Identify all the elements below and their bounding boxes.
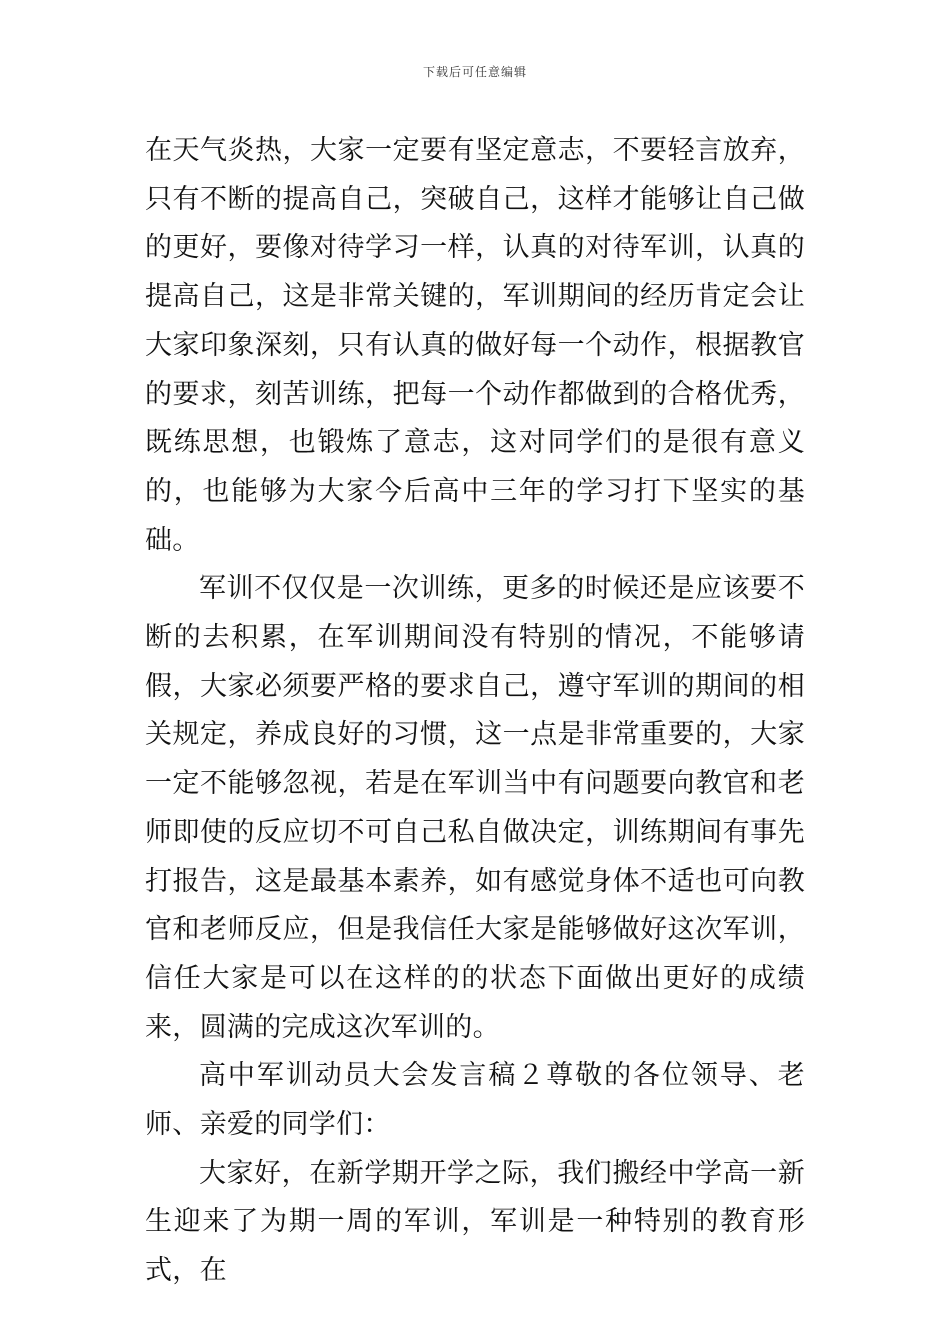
page-header: 下载后可任意编辑 [422, 65, 527, 79]
paragraph: 在天气炎热，大家一定要有坚定意志，不要轻言放弃，只有不断的提高自己，突破自己，这样才能够让自己做的更好，要像对待学习一样，认真的对待军训，认真的提高自己，这是非常关键的，军训期间的经历肯定会让大家印象深刻，只有认真的做好每一个动作，根据教官的要求，刻苦训练，把每一个动作都做到的合格优秀，既练思想，也锻炼了意志，这对同学们的是很有意义的，也能够为大家今后高中三年的学习打下坚实的基础。 [145, 135, 805, 556]
paragraph: 军训不仅仅是一次训练，更多的时候还是应该要不断的去积累，在军训期间没有特别的情况，不能够请假，大家必须要严格的要求自己，遵守军训的期间的相关规定，养成良好的习惯，这一点是非常重要的，大家一定不能够忽视，若是在军训当中有问题要向教官和老师即使的反应切不可自己私自做决定，训练期间有事先打报告，这是最基本素养，如有感觉身体不适也可向教官和老师反应，但是我信任大家是能够做好这次军训，信任大家是可以在这样的的状态下面做出更好的成绩来，圆满的完成这次军训的。 [145, 573, 805, 1043]
document-body [145, 127, 805, 1296]
paragraph-heading: 高中军训动员大会发言稿２尊敬的各位领导、老师、亲爱的同学们： [145, 1060, 805, 1141]
paragraph: 大家好，在新学期开学之际，我们搬经中学高一新生迎来了为期一周的军训，军训是一种特别的教育形式，在 [145, 1157, 805, 1287]
